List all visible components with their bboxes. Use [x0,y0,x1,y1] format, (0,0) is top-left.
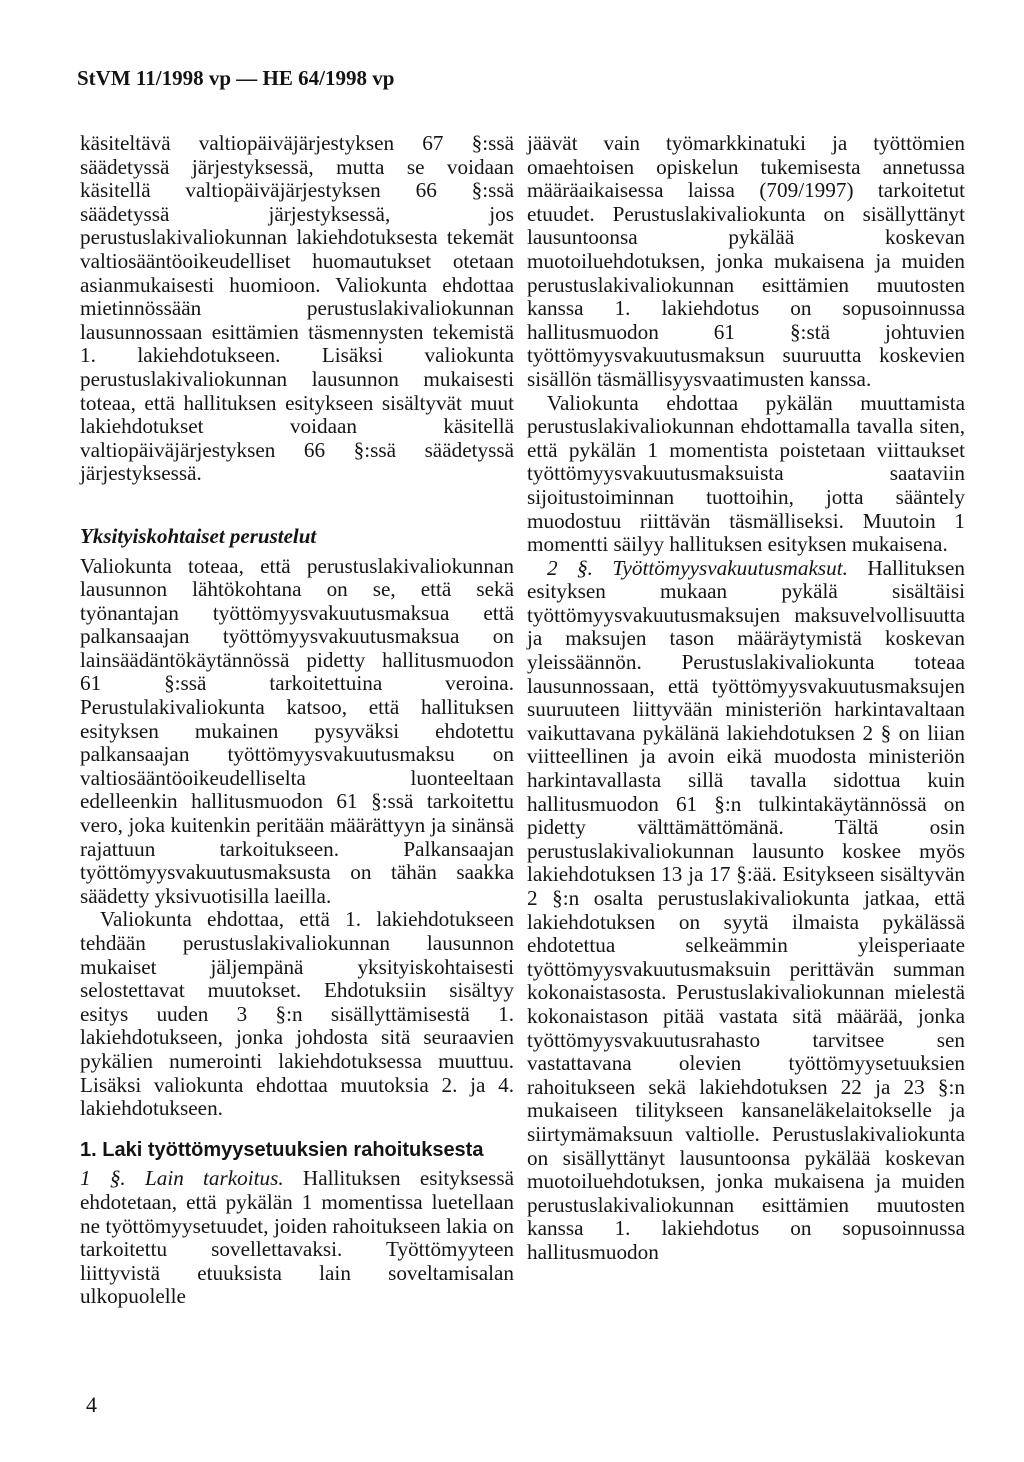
paragraph: jäävät vain työmarkkinatuki ja työttömien omaehtoisen opiskelun tukemisesta annetussa määräaikaisessa laissa (709/1997) tarkoitetut etuudet. Perustuslakivaliokunta on sisällyttänyt lausuntoonsa pykälää koskevan muotoiluehdotuksen, jonka mukaisena ja muiden perustuslakivaliokunnan esittämien muutosten kanssa 1. lakiehdotus on sopusoinnussa hallitusmuodon 61 §:stä johtuvien työttömyysvakuutusmaksun suuruutta koskevien sisällön täsmällisyysvaatimusten kanssa. [527,131,965,391]
page-number: 4 [86,1392,97,1417]
paragraph: Valiokunta ehdottaa pykälän muuttamista perustuslakivaliokunnan ehdottamalla tavalla siten, että pykälän 1 momentista poistetaan viittaukset työttömyysvakuutusmaksuista saataviin sijoitustoiminnan tuottoihin, jotta sääntely muodostuu riittävän täsmälliseksi. Muutoin 1 momentti säilyy hallituksen esityksen mukaisena. [527,390,965,557]
running-header: StVM 11/1998 vp — HE 64/1998 vp [77,66,395,90]
paragraph [80,1167,514,1309]
paragraph [527,557,965,1265]
section-heading: Yksityiskohtaiset perustelut [80,523,317,548]
left-column [80,132,514,1309]
law-heading: 1. Laki työttömyysetuuksien rahoituksesta [80,1138,484,1161]
right-column [527,132,965,1265]
section-label: 1 §. Lain tarkoitus. [80,1166,284,1191]
paragraph-text: Hallituksen esityksen mukaan pykälä sisältäisi työttömyysvakuutusmaksujen maksuvelvollisuutta ja maksujen tason määräytymistä koskevan yleissäännön. Perustuslakivaliokunta toteaa lausunnossaan, että työttömyysvakuutusmaksujen suuruuteen liittyvään ministeriön harkintavaltaan vaikuttavana pykälänä lakiehdotuksen 2 § on liian viitteellinen ja avoin eikä muodosta ministeriön harkintavallasta sillä tavalla sidottua kuin hallitusmuodon 61 §:n tulkintakäytännössä on pidetty välttämättömänä. Tältä osin perustuslakivaliokunnan lausunto koskee myös lakiehdotuksen 13 ja 17 §:ää. Esitykseen sisältyvän 2 §:n osalta perustuslakivaliokunta jatkaa, että lakiehdotuksen on syytä ilmaista pykälässä ehdotettua selkeämmin yleisperiaate työttömyysvakuutusmaksuin perittävän summan kokonaistasosta. Perustuslakivaliokunnan mielestä kokonaistason pitää vastata sitä määrää, jonka työttömyysvakuutusrahasto tarvitsee sen vastattavana olevien työttömyysetuuksien rahoitukseen sekä lakiehdotuksen 22 ja 23 §:n mukaiseen tilitykseen kansaneläkelaitokselle ja siirtymämaksuun valtiolle. Perustuslakivaliokunta on sisällyttänyt lausuntoonsa pykälää koskevan muotoiluehdotuksen, jonka mukaisena ja muiden perustuslakivaliokunnan esittämien muutosten kanssa 1. lakiehdotus on sopusoinnussa hallitusmuodon [527,555,965,1264]
paragraph: Valiokunta ehdottaa, että 1. lakiehdotukseen tehdään perustuslakivaliokunnan lausunnon mukaiset jäljempänä yksityiskohtaisesti selostettavat muutokset. Ehdotuksiin sisältyy esitys uuden 3 §:n sisällyttämisestä 1. lakiehdotukseen, jonka johdosta sitä seuraavien pykälien numerointi lakiehdotuksessa muuttuu. Lisäksi valiokunta ehdottaa muutoksia 2. ja 4. lakiehdotukseen. [80,907,514,1121]
paragraph: käsiteltävä valtiopäiväjärjestyksen 67 §:ssä säädetyssä järjestyksessä, mutta se voidaan käsitellä valtiopäiväjärjestyksen 66 §:ssä säädetyssä järjestyksessä, jos perustuslakivaliokunnan lakiehdotuksesta tekemät valtiosääntöoikeudelliset huomautukset otetaan asianmukaisesti huomioon. Valiokunta ehdottaa mietinnössään perustuslakivaliokunnan lausunnossaan esittämien täsmennysten tekemistä 1. lakiehdotukseen. Lisäksi valiokunta perustuslakivaliokunnan lausunnon mukaisesti toteaa, että hallituksen esitykseen sisältyvät muut lakiehdotukset voidaan käsitellä valtiopäiväjärjestyksen 66 §:ssä säädetyssä järjestyksessä. [80,131,514,486]
paragraph-text: Hallituksen esityksessä ehdotetaan, että pykälän 1 momentissa luetellaan ne työttömyysetuudet, joiden rahoitukseen lakia on tarkoitettu sovellettavaksi. Työttömyyteen liittyvistä etuuksista lain soveltamisalan ulkopuolelle [80,1166,514,1309]
section-label: 2 §. Työttömyysvakuutusmaksut. [547,555,848,580]
paragraph: Valiokunta toteaa, että perustuslakivaliokunnan lausunnon lähtökohtana on se, että sekä työnantajan työttömyysvakuutusmaksua että palkansaajan työttömyysvakuutusmaksua on lainsäädäntökäytännössä pidetty hallitusmuodon 61 §:ssä tarkoitettuina veroina. Perustulakivaliokunta katsoo, että hallituksen esityksen mukainen pysyväksi ehdotettu palkansaajan työttömyysvakuutusmaksu on valtiosääntöoikeudelliselta luonteeltaan edelleenkin hallitusmuodon 61 §:ssä tarkoitettu vero, joka kuitenkin peritään määrättyyn ja sinänsä rajattuun tarkoitukseen. Palkansaajan työttömyysvakuutusmaksusta on tähän saakka säädetty yksivuotisilla laeilla. [80,553,514,908]
